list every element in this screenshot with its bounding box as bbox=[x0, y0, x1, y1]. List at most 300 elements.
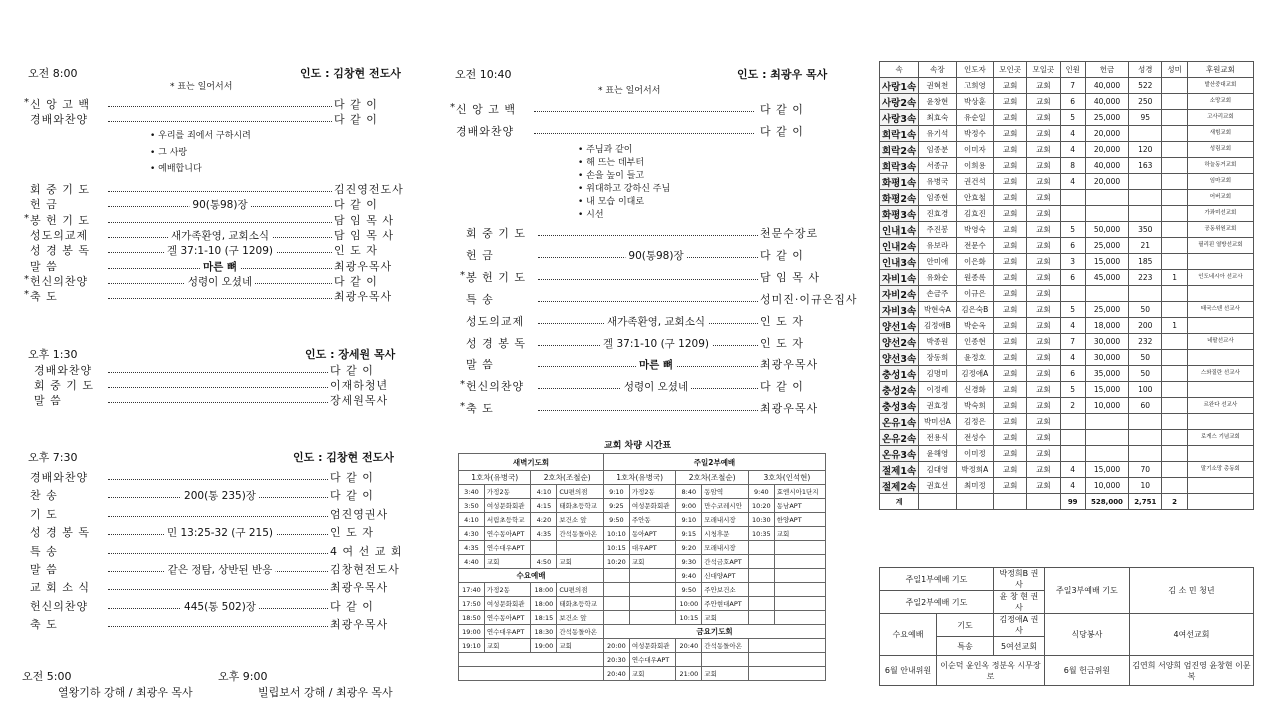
sched-sub-row bbox=[459, 471, 826, 485]
stop-time: 18:00 bbox=[531, 597, 557, 611]
duty-june-guide-label: 6월 안내위원 bbox=[880, 656, 937, 686]
roster-cell: 박숙희 bbox=[956, 398, 993, 414]
roster-cell: 15,000 bbox=[1085, 462, 1128, 478]
stop-name: 연수대우APT bbox=[484, 625, 531, 639]
stop-time: 19:10 bbox=[459, 639, 485, 653]
stop-time: 3:50 bbox=[459, 499, 485, 513]
roster-cell bbox=[1085, 430, 1128, 446]
order-label: 회 중 기 도 bbox=[30, 183, 90, 196]
roster-header: 성경 bbox=[1129, 62, 1162, 78]
stop-time: 21:00 bbox=[676, 667, 702, 681]
stop-name: 대우APT bbox=[629, 541, 676, 555]
stop-name: 태화초등학교 bbox=[557, 499, 604, 513]
roster-row bbox=[880, 110, 1254, 126]
order-detail: 겔 37:1-10 (구 1209) bbox=[600, 336, 712, 352]
roster-cell bbox=[1129, 414, 1162, 430]
stop-name: 교회 bbox=[702, 611, 749, 625]
stop-time: 4:50 bbox=[531, 555, 557, 569]
stand-marker: * bbox=[24, 273, 29, 285]
order-row bbox=[34, 378, 404, 394]
roster-cell: 성림교회 bbox=[1187, 142, 1253, 158]
roster-cell: 윤해영 bbox=[919, 446, 956, 462]
roster-cell: 절제1속 bbox=[880, 462, 919, 478]
roster-cell bbox=[1085, 446, 1128, 462]
order-person: 담 임 목 사 bbox=[334, 213, 394, 227]
stop-time bbox=[603, 597, 629, 611]
order-person: 다 같 이 bbox=[760, 380, 804, 394]
roster-cell bbox=[1187, 318, 1253, 334]
roster-cell: 고사리교회 bbox=[1187, 110, 1253, 126]
stand-marker: * bbox=[24, 212, 29, 224]
song-item bbox=[578, 209, 604, 222]
leader-dots bbox=[108, 106, 360, 107]
stop-time: 20:30 bbox=[603, 653, 629, 667]
order-detail: 90(통98)장 bbox=[189, 197, 250, 213]
roster-cell: 교회 bbox=[1027, 238, 1060, 254]
roster-cell: 원종록 bbox=[956, 270, 993, 286]
order-label: 말 씀 bbox=[30, 259, 58, 273]
order-row bbox=[30, 243, 405, 259]
stop-time: 18:50 bbox=[459, 611, 485, 625]
roster-cell: 신경화 bbox=[956, 382, 993, 398]
roster-cell: 70 bbox=[1129, 462, 1162, 478]
stop-name: 교회 bbox=[629, 667, 676, 681]
roster-cell: 사랑3속 bbox=[880, 110, 919, 126]
song-title: 시선 bbox=[586, 210, 604, 220]
order-detail: 445(통 502)장 bbox=[181, 599, 259, 615]
sched-row bbox=[459, 555, 826, 569]
roster-cell: 임마교회 bbox=[1187, 174, 1253, 190]
order-label: 특 송 bbox=[30, 544, 58, 558]
roster-cell: 1 bbox=[1162, 270, 1187, 286]
stop-time: 10:00 bbox=[676, 597, 702, 611]
stop-name: 태화초등학교 bbox=[557, 597, 604, 611]
order-person: 다 같 이 bbox=[760, 125, 804, 138]
roster-cell: 절제2속 bbox=[880, 478, 919, 494]
roster-row bbox=[880, 318, 1254, 334]
order-row bbox=[30, 525, 405, 541]
stop-name: 가정2동 bbox=[484, 485, 531, 499]
roster-cell: 발산중대교회 bbox=[1187, 78, 1253, 94]
roster-total-cell: 99 bbox=[1060, 494, 1085, 510]
roster-cell: 95 bbox=[1129, 110, 1162, 126]
roster-cell: 교회 bbox=[1027, 398, 1060, 414]
roster-cell bbox=[1187, 478, 1253, 494]
stop-time: 4:40 bbox=[459, 555, 485, 569]
order-person: 인 도 자 bbox=[330, 526, 374, 540]
roster-cell: 교회 bbox=[1027, 478, 1060, 494]
roster-header: 속 bbox=[880, 62, 919, 78]
order-label: 성 경 봉 독 bbox=[30, 526, 90, 540]
order-row bbox=[24, 97, 405, 113]
roster-header: 속장 bbox=[919, 62, 956, 78]
stop-time: 9:25 bbox=[603, 499, 629, 513]
order-label: 교 회 소 식 bbox=[30, 581, 90, 595]
stop-name: 보건소 앞 bbox=[557, 611, 604, 625]
stop-time: 9:20 bbox=[676, 541, 702, 555]
stop-time: 19:00 bbox=[531, 639, 557, 653]
order-row bbox=[450, 102, 828, 118]
order-row bbox=[30, 112, 405, 128]
roster-row bbox=[880, 478, 1254, 494]
roster-cell: 50 bbox=[1129, 302, 1162, 318]
order-person: 다 같 이 bbox=[334, 113, 378, 126]
stop-time bbox=[603, 583, 629, 597]
order-person: 최광우목사 bbox=[760, 402, 819, 416]
night-sermon: 빌립보서 강해 / 최광우 목사 bbox=[258, 686, 393, 699]
duty-meal-label: 식당봉사 bbox=[1044, 614, 1129, 656]
order-person: 최광우목사 bbox=[330, 581, 389, 595]
order-row bbox=[24, 273, 405, 290]
order-row bbox=[466, 314, 828, 330]
roster-row bbox=[880, 350, 1254, 366]
duty-wed-song-value: 5여선교회 bbox=[994, 637, 1045, 656]
roster-cell bbox=[1162, 142, 1187, 158]
morning-leader: 인도 : 김창현 전도사 bbox=[300, 67, 401, 80]
order-label: 말 씀 bbox=[466, 358, 494, 372]
order-row bbox=[24, 289, 405, 305]
roster-total-cell: 계 bbox=[880, 494, 919, 510]
roster-cell: 6 bbox=[1060, 270, 1085, 286]
roster-cell: 교회 bbox=[1027, 318, 1060, 334]
roster-cell: 박순옥 bbox=[956, 318, 993, 334]
roster-cell: 4 bbox=[1060, 142, 1085, 158]
sched-row bbox=[459, 541, 826, 555]
roster-cell bbox=[1085, 414, 1128, 430]
roster-total-cell bbox=[994, 494, 1027, 510]
roster-cell: 전용식 bbox=[919, 430, 956, 446]
sunday-vehicle: 1호차(유병국) bbox=[603, 471, 675, 485]
roster-cell: 희락1속 bbox=[880, 126, 919, 142]
roster-cell: 충성1속 bbox=[880, 366, 919, 382]
roster-cell: 김정애B bbox=[919, 318, 956, 334]
roster-cell: 100 bbox=[1129, 382, 1162, 398]
stop-name: CU편의점 bbox=[557, 583, 604, 597]
stop-time bbox=[748, 611, 774, 625]
duty-meal-value: 4여선교회 bbox=[1129, 614, 1253, 656]
order-person: 다 같 이 bbox=[334, 98, 378, 111]
stop-name: 교회 bbox=[557, 639, 604, 653]
stop-time: 9:10 bbox=[676, 513, 702, 527]
sunday-vehicle: 2호차(조철순) bbox=[676, 471, 748, 485]
roster-cell: 양선1속 bbox=[880, 318, 919, 334]
sched-row bbox=[459, 653, 826, 667]
roster-cell bbox=[1187, 254, 1253, 270]
order-row bbox=[30, 507, 405, 523]
leader-dots bbox=[108, 387, 330, 388]
stop-name: 효엔시아1단지 bbox=[774, 485, 825, 499]
roster-cell: 박현숙A bbox=[919, 302, 956, 318]
roster-row bbox=[880, 158, 1254, 174]
order-person: 인 도 자 bbox=[760, 314, 804, 328]
roster-cell: 45,000 bbox=[1085, 270, 1128, 286]
main-service-leader: 인도 : 최광우 목사 bbox=[737, 68, 828, 81]
roster-row bbox=[880, 78, 1254, 94]
roster-cell: 교회 bbox=[994, 270, 1027, 286]
roster-cell: 30,000 bbox=[1085, 334, 1128, 350]
song-title: 손을 높이 들고 bbox=[586, 171, 645, 181]
roster-cell: 교회 bbox=[994, 446, 1027, 462]
order-label: 회 중 기 도 bbox=[466, 227, 526, 240]
roster-cell bbox=[1129, 286, 1162, 302]
stop-name bbox=[774, 569, 825, 583]
roster-cell: 소망교회 bbox=[1187, 94, 1253, 110]
song-title: 주님과 같이 bbox=[586, 145, 633, 155]
roster-cell: 40,000 bbox=[1085, 158, 1128, 174]
roster-cell: 5 bbox=[1060, 302, 1085, 318]
empty-cell bbox=[748, 639, 825, 653]
roster-cell: 이정례 bbox=[919, 382, 956, 398]
wed-header: 수요예배 bbox=[459, 569, 604, 583]
roster-row bbox=[880, 222, 1254, 238]
roster-cell: 4 bbox=[1060, 126, 1085, 142]
roster-total-cell bbox=[1027, 494, 1060, 510]
roster-cell: 진효경 bbox=[919, 206, 956, 222]
roster-cell: 김은숙B bbox=[956, 302, 993, 318]
roster-cell: 교회 bbox=[994, 254, 1027, 270]
roster-cell: 교회 bbox=[1027, 446, 1060, 462]
stop-name bbox=[774, 597, 825, 611]
roster-cell: 교회 bbox=[1027, 286, 1060, 302]
stop-name: 연수동아APT bbox=[484, 611, 531, 625]
roster-cell bbox=[1187, 382, 1253, 398]
song-title: 예배합니다 bbox=[158, 164, 202, 174]
roster-cell: 말기소망 총동회 bbox=[1187, 462, 1253, 478]
order-row bbox=[30, 470, 405, 486]
song-title: 해 뜨는 데부터 bbox=[586, 158, 645, 168]
roster-cell bbox=[1162, 206, 1187, 222]
roster-cell: 교회 bbox=[994, 414, 1027, 430]
stop-time: 10:15 bbox=[676, 611, 702, 625]
roster-row bbox=[880, 430, 1254, 446]
morning-time: 오전 8:00 bbox=[28, 67, 78, 80]
roster-cell: 교회 bbox=[1027, 254, 1060, 270]
roster-cell: 인내1속 bbox=[880, 222, 919, 238]
stop-name: 모래내시장 bbox=[702, 541, 749, 555]
roster-cell: 온유3속 bbox=[880, 446, 919, 462]
stop-time: 19:00 bbox=[459, 625, 485, 639]
roster-cell: 교회 bbox=[1027, 190, 1060, 206]
roster-cell: 232 bbox=[1129, 334, 1162, 350]
order-row bbox=[460, 379, 828, 395]
bullet-icon: • bbox=[578, 158, 587, 168]
roster-cell: 35,000 bbox=[1085, 366, 1128, 382]
roster-cell bbox=[1085, 190, 1128, 206]
leader-dots bbox=[108, 589, 328, 590]
roster-cell: 5 bbox=[1060, 222, 1085, 238]
duty-r2-label: 주일2부예배 기도 bbox=[880, 591, 994, 614]
order-detail: 200(통 235)장 bbox=[181, 488, 259, 504]
stop-time: 9:40 bbox=[676, 569, 702, 583]
roster-total-cell: 2 bbox=[1162, 494, 1187, 510]
leader-dots bbox=[108, 402, 330, 403]
order-person: 다 같 이 bbox=[334, 274, 378, 288]
stop-name bbox=[702, 653, 749, 667]
roster-cell: 20,000 bbox=[1085, 126, 1128, 142]
roster-cell bbox=[1129, 446, 1162, 462]
roster-total-cell bbox=[956, 494, 993, 510]
order-label: 말 씀 bbox=[34, 394, 62, 407]
roster-cell: 10,000 bbox=[1085, 398, 1128, 414]
roster-cell: 박종원 bbox=[919, 334, 956, 350]
song-item bbox=[578, 183, 670, 196]
song-item bbox=[150, 130, 251, 143]
roster-total-cell bbox=[1187, 494, 1253, 510]
duty-side-label: 주일3부예배 기도 bbox=[1044, 568, 1129, 614]
stop-name: 서림초등학교 bbox=[484, 513, 531, 527]
roster-cell: 손금주 bbox=[919, 286, 956, 302]
roster-cell: 1 bbox=[1162, 318, 1187, 334]
stop-name: 가정2동 bbox=[484, 583, 531, 597]
roster-cell: 4 bbox=[1060, 350, 1085, 366]
roster-cell: 화평1속 bbox=[880, 174, 919, 190]
bullet-icon: • bbox=[578, 184, 587, 194]
roster-cell: 필리핀 열방선교회 bbox=[1187, 238, 1253, 254]
stop-name: 신대양APT bbox=[702, 569, 749, 583]
roster-cell: 김대영 bbox=[919, 462, 956, 478]
sched-row bbox=[459, 569, 826, 583]
order-person: 다 같 이 bbox=[760, 248, 804, 262]
stop-time: 9:10 bbox=[603, 485, 629, 499]
order-row bbox=[30, 562, 405, 578]
stop-time bbox=[748, 569, 774, 583]
order-row bbox=[30, 617, 405, 633]
stop-time: 3:40 bbox=[459, 485, 485, 499]
roster-cell bbox=[1162, 222, 1187, 238]
roster-cell bbox=[1129, 430, 1162, 446]
order-row bbox=[30, 182, 405, 198]
order-row bbox=[466, 292, 858, 308]
empty-cell bbox=[748, 653, 825, 667]
roster-cell: 4 bbox=[1060, 174, 1085, 190]
roster-cell: 4 bbox=[1060, 318, 1085, 334]
duty-june-offer-value: 김연희 서양희 엄진영 윤창현 이문복 bbox=[1129, 656, 1253, 686]
stop-name: 여성문화회관 bbox=[629, 499, 676, 513]
order-row bbox=[460, 269, 828, 286]
duty-r2-value: 윤 창 현 권사 bbox=[994, 591, 1045, 614]
order-detail: 민 13:25-32 (구 215) bbox=[164, 525, 276, 541]
roster-cell: 250 bbox=[1129, 94, 1162, 110]
roster-cell: 가좌미선교회 bbox=[1187, 206, 1253, 222]
roster-cell: 교회 bbox=[1027, 126, 1060, 142]
roster-cell: 이미정 bbox=[956, 446, 993, 462]
roster-cell: 교회 bbox=[994, 238, 1027, 254]
stop-time bbox=[676, 653, 702, 667]
order-row bbox=[34, 393, 404, 409]
roster-cell: 유보라 bbox=[919, 238, 956, 254]
roster-cell: 로게스 기념교회 bbox=[1187, 430, 1253, 446]
roster-cell: 권건석 bbox=[956, 174, 993, 190]
song-item bbox=[150, 163, 202, 176]
order-row bbox=[24, 212, 405, 229]
stand-marker: * bbox=[450, 102, 455, 113]
roster-cell bbox=[1162, 254, 1187, 270]
order-label: 찬 송 bbox=[30, 489, 58, 503]
roster-cell: 교회 bbox=[994, 382, 1027, 398]
stop-name: 주안현대APT bbox=[702, 597, 749, 611]
roster-cell: 15,000 bbox=[1085, 382, 1128, 398]
roster-cell: 김명미 bbox=[919, 366, 956, 382]
stop-name: 연수대우APT bbox=[484, 541, 531, 555]
stop-time bbox=[748, 555, 774, 569]
stop-time: 18:00 bbox=[531, 583, 557, 597]
roster-cell: 교회 bbox=[994, 206, 1027, 222]
roster-cell: 50,000 bbox=[1085, 222, 1128, 238]
roster-cell: 희락2속 bbox=[880, 142, 919, 158]
roster-row bbox=[880, 334, 1254, 350]
main-service-time: 오전 10:40 bbox=[455, 68, 512, 81]
roster-cell bbox=[1060, 190, 1085, 206]
roster-cell: 20,000 bbox=[1085, 174, 1128, 190]
stop-name: 교회 bbox=[702, 667, 749, 681]
stop-time: 9:50 bbox=[676, 583, 702, 597]
stop-name: 교회 bbox=[484, 555, 531, 569]
stop-name bbox=[629, 611, 676, 625]
roster-cell: 자비1속 bbox=[880, 270, 919, 286]
roster-cell: 6 bbox=[1060, 366, 1085, 382]
roster-row bbox=[880, 190, 1254, 206]
roster-cell: 7 bbox=[1060, 334, 1085, 350]
roster-cell: 40,000 bbox=[1085, 94, 1128, 110]
roster-cell: 6 bbox=[1060, 94, 1085, 110]
order-label: 신 앙 고 백 bbox=[456, 103, 516, 116]
roster-cell: 200 bbox=[1129, 318, 1162, 334]
roster-cell: 양선3속 bbox=[880, 350, 919, 366]
roster-cell: 최미정 bbox=[956, 478, 993, 494]
order-detail: 성령이 오셨네 bbox=[185, 274, 255, 290]
roster-cell: 교회 bbox=[1027, 94, 1060, 110]
stop-time: 17:40 bbox=[459, 583, 485, 597]
roster-cell: 120 bbox=[1129, 142, 1162, 158]
stop-time bbox=[603, 611, 629, 625]
duty-wed-prayer-value: 김정애A 권사 bbox=[994, 614, 1045, 637]
roster-cell: 교회 bbox=[994, 222, 1027, 238]
song-item bbox=[578, 196, 644, 209]
order-person: 이재하청년 bbox=[330, 379, 389, 392]
roster-cell: 교회 bbox=[1027, 110, 1060, 126]
roster-cell bbox=[1162, 190, 1187, 206]
roster-header: 모인곳 bbox=[994, 62, 1027, 78]
roster-cell bbox=[1162, 94, 1187, 110]
order-row bbox=[30, 259, 405, 275]
duty-wed-song-label: 특송 bbox=[937, 637, 994, 656]
roster-cell: 박미선A bbox=[919, 414, 956, 430]
stop-name: 시청후문 bbox=[702, 527, 749, 541]
roster-row bbox=[880, 254, 1254, 270]
roster-cell bbox=[1162, 334, 1187, 350]
roster-cell bbox=[1162, 382, 1187, 398]
order-row bbox=[30, 544, 405, 560]
roster-cell: 교회 bbox=[1027, 462, 1060, 478]
roster-cell: 자비2속 bbox=[880, 286, 919, 302]
roster-cell: 임종분 bbox=[919, 142, 956, 158]
roster-cell: 3 bbox=[1060, 254, 1085, 270]
roster-cell: 인도네시아 선교사 bbox=[1187, 270, 1253, 286]
roster-cell: 네팔선교사 bbox=[1187, 334, 1253, 350]
sched-row bbox=[459, 583, 826, 597]
stop-time: 4:20 bbox=[531, 513, 557, 527]
roster-cell: 교회 bbox=[994, 478, 1027, 494]
roster-cell: 교회 bbox=[1027, 222, 1060, 238]
evening-time: 오후 7:30 bbox=[28, 451, 78, 464]
order-person: 다 같 이 bbox=[334, 198, 378, 212]
stop-time: 10:10 bbox=[603, 527, 629, 541]
roster-row bbox=[880, 446, 1254, 462]
stop-time: 4:15 bbox=[531, 499, 557, 513]
stop-name: 동아APT bbox=[629, 527, 676, 541]
order-label: 성 경 봉 독 bbox=[466, 336, 526, 350]
vehicle-schedule-table bbox=[458, 453, 826, 681]
